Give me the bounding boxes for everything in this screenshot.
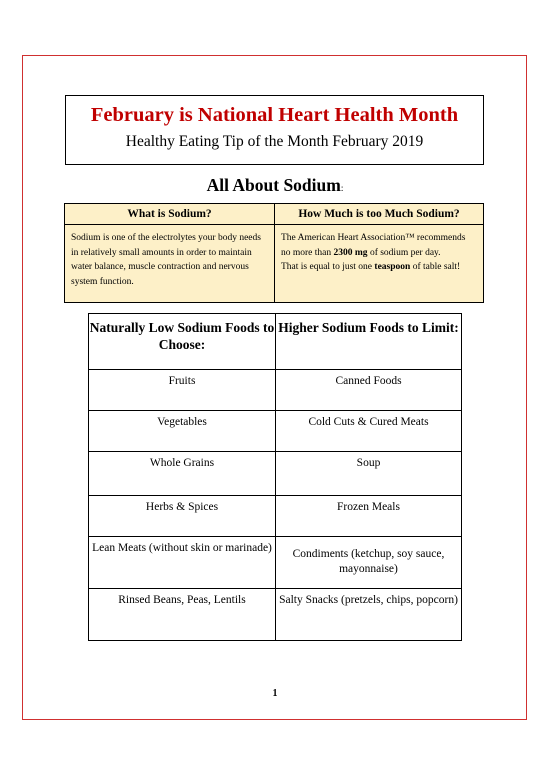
low-sodium-food: Lean Meats (without skin or marinade) bbox=[92, 542, 272, 554]
info-text: of table salt! bbox=[410, 262, 461, 272]
table-row bbox=[89, 370, 461, 411]
info-body-what: Sodium is one of the electrolytes your body needs in relatively small amounts in order to maintain water balance, muscle contraction and nervous system function. bbox=[71, 233, 261, 287]
column-header-low-sodium: Naturally Low Sodium Foods to Choose: bbox=[89, 320, 275, 352]
info-text: of sodium per day. bbox=[367, 247, 441, 258]
high-sodium-food: Condiments (ketchup, soy sauce, mayonnaise) bbox=[275, 537, 461, 588]
table-header-row bbox=[89, 314, 461, 370]
low-sodium-food: Vegetables bbox=[157, 416, 207, 428]
section-heading-text: All About Sodium bbox=[206, 175, 341, 195]
high-sodium-food: Canned Foods bbox=[275, 370, 461, 410]
table-row bbox=[89, 537, 461, 589]
info-column-how-much bbox=[274, 204, 483, 302]
section-heading bbox=[0, 175, 550, 196]
table-row bbox=[89, 411, 461, 452]
page-title: February is National Heart Health Month bbox=[90, 104, 459, 126]
section-heading-colon: : bbox=[340, 183, 344, 193]
title-box bbox=[65, 95, 484, 165]
info-heading-what: What is Sodium? bbox=[65, 204, 274, 225]
info-body-how-much bbox=[275, 225, 483, 275]
low-sodium-food: Fruits bbox=[168, 375, 196, 387]
column-header-high-sodium: Higher Sodium Foods to Limit: bbox=[275, 314, 461, 369]
food-comparison-table bbox=[88, 313, 462, 641]
low-sodium-food: Whole Grains bbox=[149, 457, 215, 469]
sodium-info-table bbox=[64, 203, 484, 303]
high-sodium-food: Soup bbox=[275, 452, 461, 495]
high-sodium-food: Frozen Meals bbox=[275, 496, 461, 536]
high-sodium-food: Salty Snacks (pretzels, chips, popcorn) bbox=[275, 589, 461, 640]
info-column-what bbox=[65, 204, 274, 302]
table-row bbox=[89, 452, 461, 496]
high-sodium-food: Cold Cuts & Cured Meats bbox=[275, 411, 461, 451]
low-sodium-food: Rinsed Beans, Peas, Lentils bbox=[118, 594, 246, 606]
info-heading-how-much: How Much is too Much Sodium? bbox=[275, 204, 483, 225]
info-text: The American Heart Association™ recommends no more than bbox=[281, 233, 466, 258]
page-number: 1 bbox=[272, 688, 278, 699]
info-text: That is equal to just one bbox=[281, 262, 375, 272]
table-row bbox=[89, 589, 461, 640]
teaspoon-text: teaspoon bbox=[374, 262, 411, 272]
sodium-limit-amount: 2300 mg bbox=[333, 247, 368, 258]
low-sodium-food: Herbs & Spices bbox=[145, 501, 219, 513]
table-row bbox=[89, 496, 461, 537]
page-subtitle: Healthy Eating Tip of the Month February 2019 bbox=[125, 133, 424, 150]
